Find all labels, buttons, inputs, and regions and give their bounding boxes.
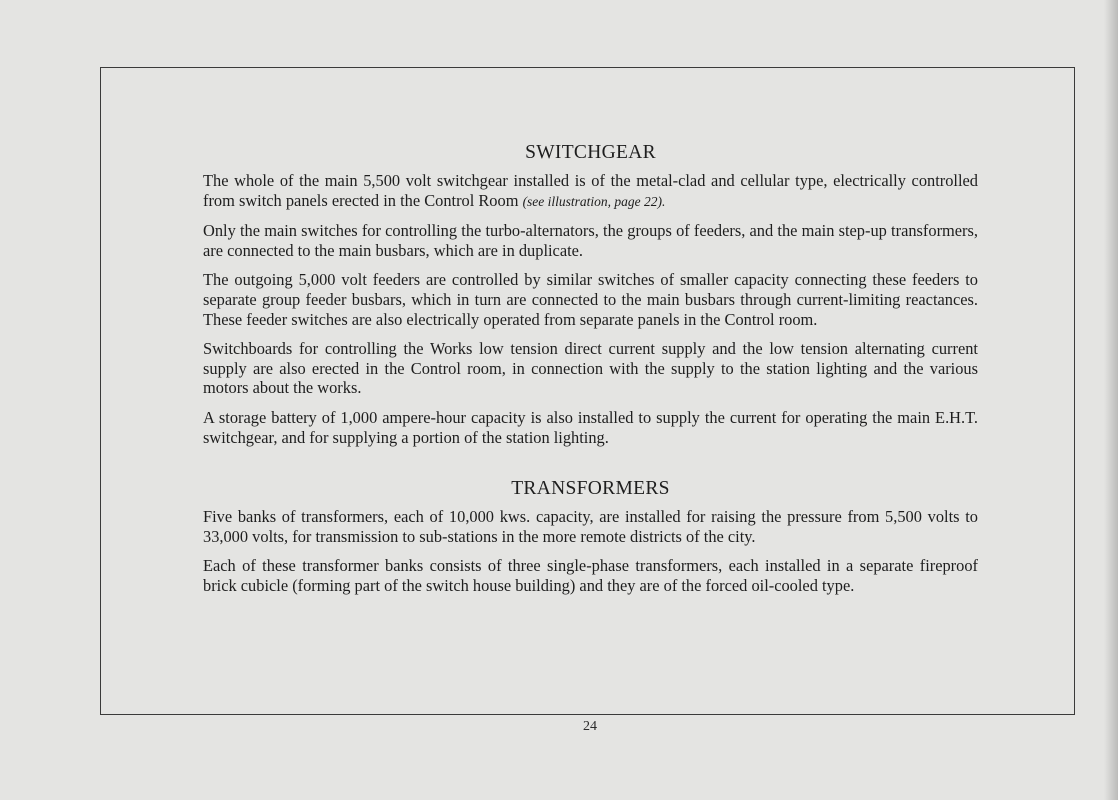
paragraph-text: The whole of the main 5,500 volt switchgear installed is of the metal-clad and cellular type, electrically controlled from switch panels erected in the Control Room xyxy=(203,171,978,210)
paragraph-transformers-2: Each of these transformer banks consists of three single-phase transformers, each installed in a separate fireproof brick cubicle (forming part of the switch house building) and they are of the forced oil-cooled type. xyxy=(203,556,978,595)
section-title-transformers: TRANSFORMERS xyxy=(511,478,670,500)
paragraph-switchgear-5: A storage battery of 1,000 ampere-hour capacity is also installed to supply the current for operating the main E.H.T. switchgear, and for supplying a portion of the station lighting. xyxy=(203,407,978,447)
page-number: 24 xyxy=(583,719,597,734)
paragraph-transformers-1: Five banks of transformers, each of 10,000 kws. capacity, are installed for raising the pressure from 5,500 volts to 33,000 volts, for transmission to sub-stations in the more remote districts of the city. xyxy=(203,507,978,546)
page-content xyxy=(203,141,978,606)
illustration-reference: (see illustration, page 22). xyxy=(522,193,666,209)
paragraph-switchgear-4: Switchboards for controlling the Works low tension direct current supply and the low tension alternating current supply are also erected in the Control room, in connection with the supply to the station lighting and the various motors about the works. xyxy=(203,339,978,398)
section-title-switchgear: SWITCHGEAR xyxy=(525,142,656,163)
paragraph-switchgear-1 xyxy=(203,171,978,211)
page-edge-shadow xyxy=(1104,0,1118,800)
section-switchgear xyxy=(203,141,978,447)
section-gap xyxy=(203,457,978,477)
paragraph-switchgear-2: Only the main switches for controlling the turbo-alternators, the groups of feeders, and the main step-up transformers, are connected to the main busbars, which are in duplicate. xyxy=(203,221,978,260)
section-transformers xyxy=(203,477,978,595)
paragraph-switchgear-3: The outgoing 5,000 volt feeders are controlled by similar switches of smaller capacity connecting these feeders to separate group feeder busbars, which in turn are connected to the main busbars through current-limiting reactances. These feeder switches are also electrically operated from separate panels in the Control room. xyxy=(203,270,978,329)
